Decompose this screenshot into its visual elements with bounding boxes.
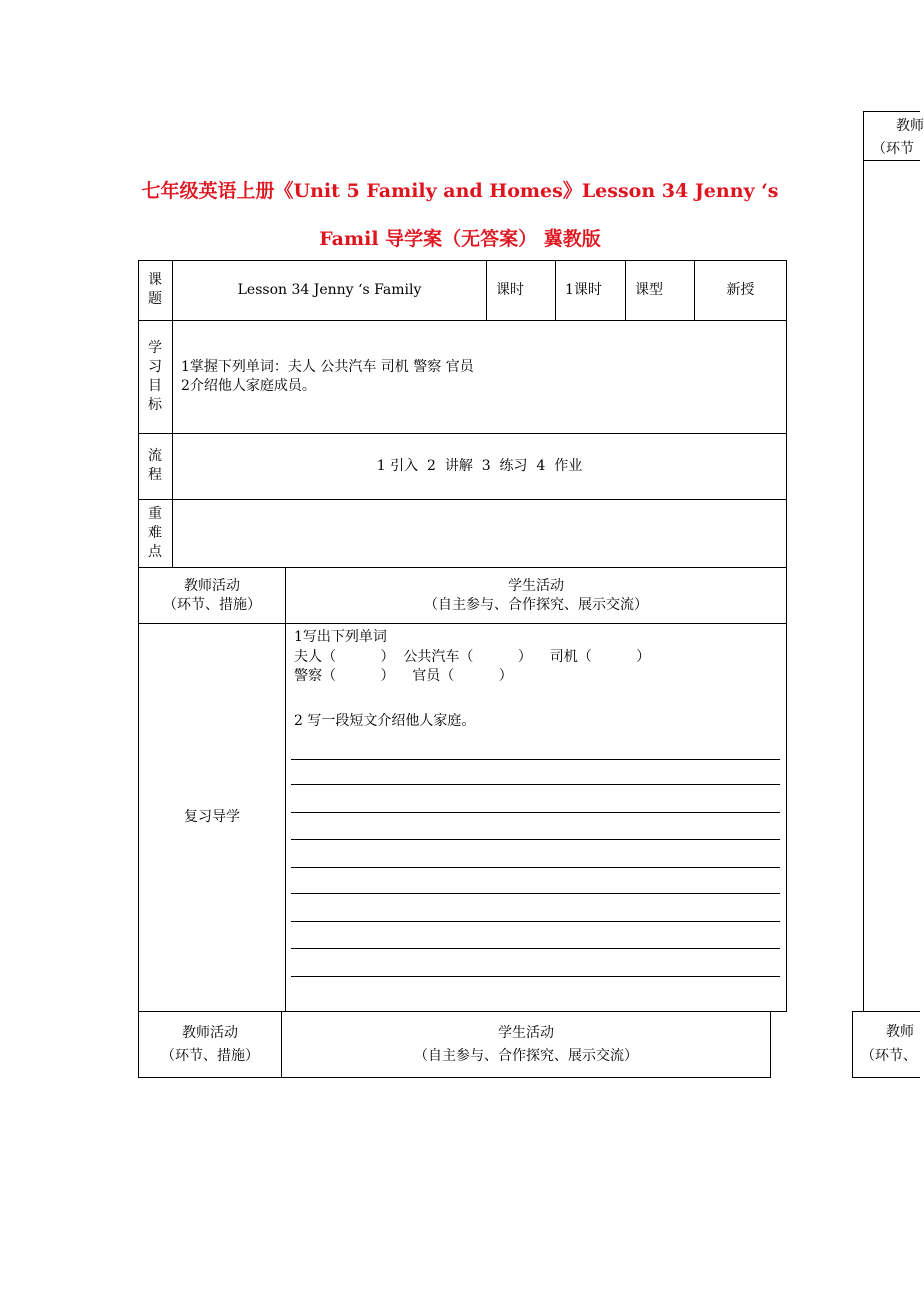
writing-line [291,921,780,922]
student-activity-title: 学生活动 [508,577,564,594]
student-activity-header [286,568,786,623]
row-divider [863,160,920,161]
row-divider [138,499,787,500]
bottom-teacher-subtitle: （环节、措施） [161,1047,259,1064]
vocab-row1: 夫人（ ） 公共汽车（ ） 司机（ ） [294,649,651,665]
next-page-bottom-title: 教师 [886,1024,914,1040]
document-title-line2: Famil 导学案（无答案） 冀教版 [319,228,601,250]
next-page-bottom-fragment [852,1011,920,1078]
writing-line [291,893,780,894]
row-divider [138,320,787,321]
process-value: 1 引入 2 讲解 3 练习 4 作业 [376,458,583,474]
review-label: 复习导学 [184,809,240,825]
period-label: 课时 [496,282,524,298]
writing-line [291,976,780,977]
teacher-activity-title: 教师活动 [184,577,240,594]
difficulty-label: 重难点 [148,506,162,560]
column-divider [555,260,556,320]
teacher-activity-subtitle: （环节、措施） [163,596,261,613]
next-page-table-fragment [863,111,920,1011]
next-page-teacher-title: 教师 [896,118,924,134]
vocab-row2: 警察（ ） 官员（ ） [294,668,513,684]
document-title-line1: 七年级英语上册《Unit 5 Family and Homes》Lesson 34 Jenny ‘s [141,180,779,202]
review-question1: 1写出下列单词 [294,629,387,645]
column-divider [285,567,286,1012]
bottom-student-subtitle: （自主参与、合作探究、展示交流） [414,1047,638,1064]
goals-label: 学习目标 [148,340,162,413]
topic-value: Lesson 34 Jenny ‘s Family [237,282,422,298]
process-label: 流程 [148,448,162,483]
next-page-bottom-subtitle: （环节、 [861,1048,917,1064]
teacher-activity-header [139,568,285,623]
column-divider [486,260,487,320]
student-activity-subtitle: （自主参与、合作探究、展示交流） [424,596,648,613]
writing-line [291,784,780,785]
writing-line [291,759,780,760]
goals-line1: 1掌握下列单词：夫人 公共汽车 司机 警察 官员 [181,359,474,375]
bottom-student-header [282,1012,770,1077]
bottom-teacher-header [139,1012,281,1077]
next-page-teacher-subtitle: （环节 [872,141,914,157]
period-value: 1课时 [565,282,602,298]
bottom-teacher-title: 教师活动 [182,1024,238,1041]
bottom-student-title: 学生活动 [498,1024,554,1041]
writing-line [291,812,780,813]
writing-line [291,867,780,868]
writing-line [291,948,780,949]
column-divider [625,260,626,320]
goals-line2: 2介绍他人家庭成员。 [181,378,316,394]
review-question2: 2 写一段短文介绍他人家庭。 [294,713,476,729]
type-label: 课型 [635,282,663,298]
topic-label: 课题 [148,272,162,307]
type-value: 新授 [726,282,755,298]
writing-line [291,839,780,840]
